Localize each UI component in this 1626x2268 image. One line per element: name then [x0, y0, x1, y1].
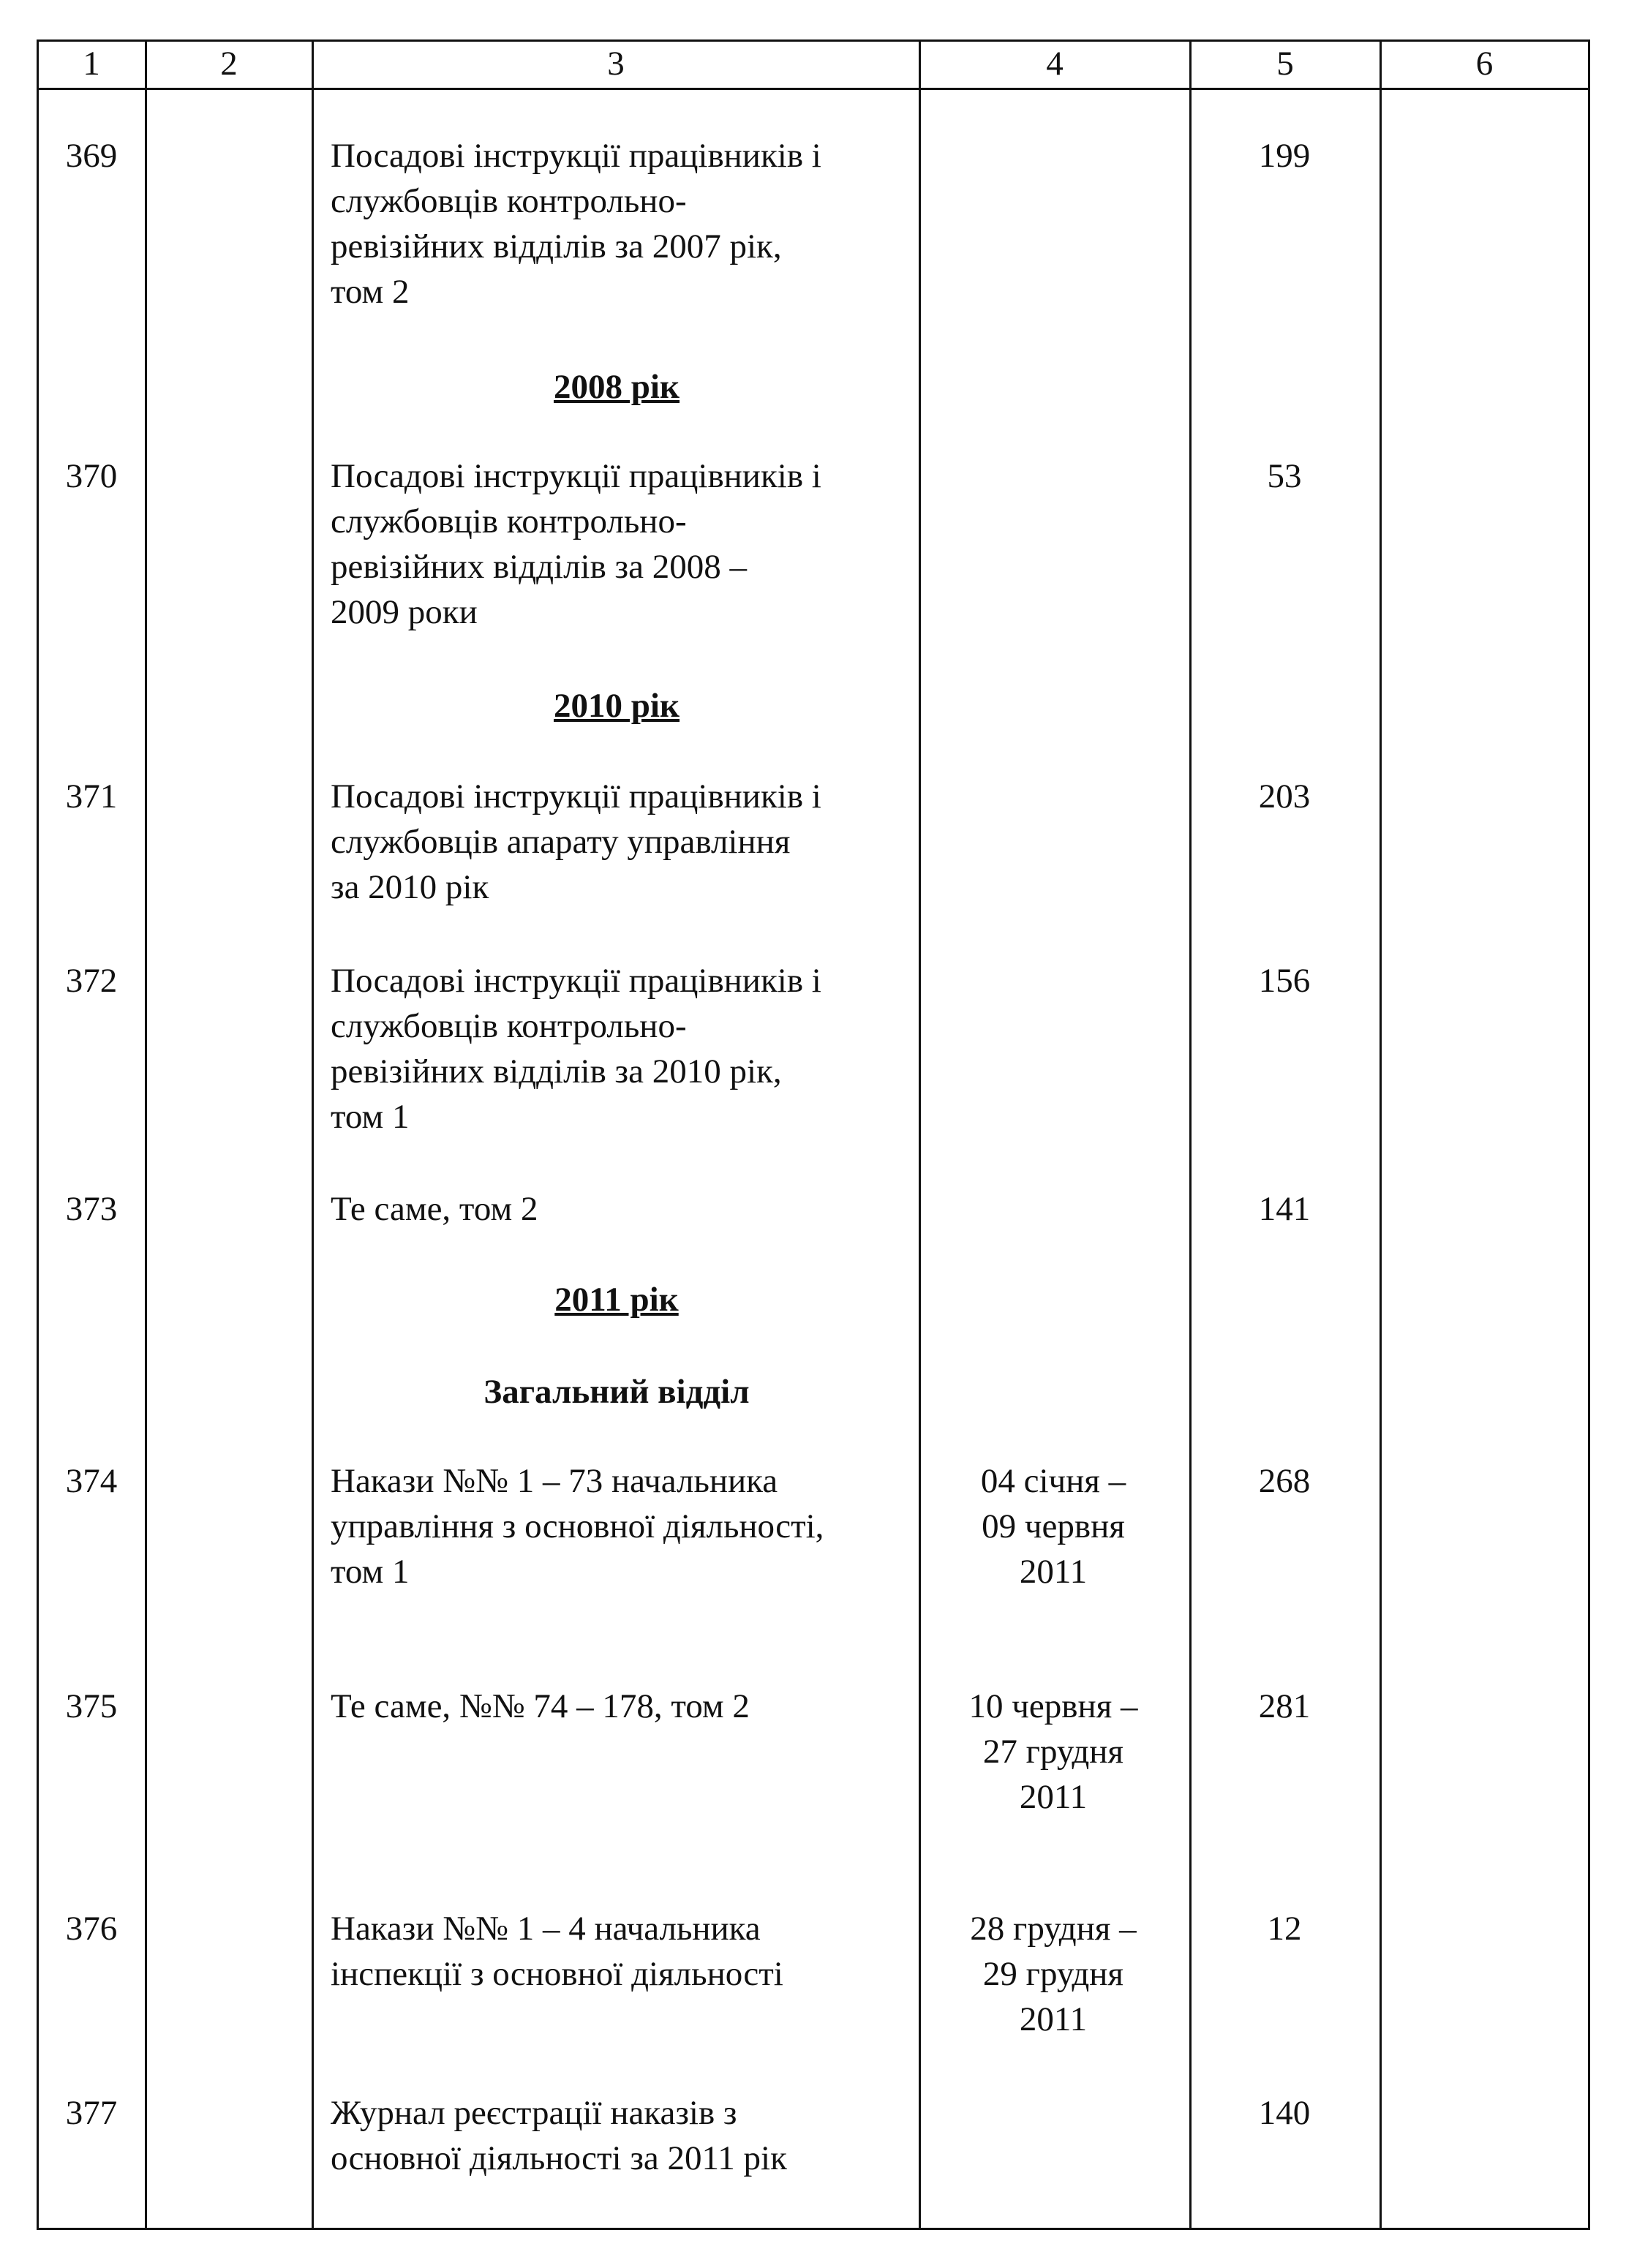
title-line: том 1	[331, 1098, 410, 1136]
row-374-pages: 268	[1258, 1462, 1311, 1500]
column-header-1: 1	[83, 45, 100, 83]
title-line: том 1	[331, 1553, 410, 1591]
title-line: за 2010 рік	[331, 868, 489, 906]
title-line: службовців контрольно-	[331, 182, 687, 220]
title-line: ревізійних відділів за 2008 –	[331, 548, 747, 586]
row-369-pages: 199	[1258, 137, 1311, 175]
row-374-number: 374	[65, 1462, 118, 1500]
row-376-pages: 12	[1267, 1910, 1302, 1948]
row-376-title	[331, 1906, 916, 1997]
table-bottom-border	[37, 2228, 1590, 2230]
date-line: 2011	[1019, 1778, 1088, 1816]
date-line: 2011	[1019, 2000, 1088, 2038]
title-line: службовців апарату управління	[331, 823, 791, 861]
column-header-5: 5	[1276, 45, 1294, 83]
date-line: 04 січня –	[980, 1462, 1126, 1500]
column-border-right	[1588, 39, 1590, 2230]
title-line: службовців контрольно-	[331, 1007, 687, 1045]
title-line: Посадові інструкції працівників і	[331, 962, 821, 1000]
column-header-6: 6	[1475, 45, 1494, 83]
row-372-title	[331, 958, 916, 1139]
row-372-pages: 156	[1258, 962, 1311, 1000]
column-header-3: 3	[607, 45, 625, 83]
title-line: Те саме, том 2	[331, 1190, 538, 1228]
column-border-5-6	[1380, 39, 1382, 2230]
section-heading-2008: 2008 рік	[553, 368, 680, 406]
row-373-number: 373	[65, 1190, 118, 1228]
row-375-title	[331, 1684, 916, 1729]
section-heading-2010: 2010 рік	[553, 687, 680, 725]
title-line: Посадові інструкції працівників і	[331, 137, 821, 175]
title-line: Накази №№ 1 – 4 начальника	[331, 1910, 761, 1948]
header-bottom-border	[37, 88, 1590, 90]
date-line: 29 грудня	[982, 1955, 1124, 1993]
date-line: 2011	[1019, 1553, 1088, 1591]
row-374-dates	[920, 1458, 1186, 1594]
row-376-dates	[920, 1906, 1186, 2042]
column-border-1-2	[145, 39, 147, 2230]
row-369-number: 369	[65, 137, 118, 175]
row-370-number: 370	[65, 457, 118, 495]
title-line: Те саме, №№ 74 – 178, том 2	[331, 1687, 750, 1725]
title-line: інспекції з основної діяльності	[331, 1955, 783, 1993]
row-377-title	[331, 2090, 916, 2181]
row-375-pages: 281	[1258, 1687, 1311, 1725]
row-375-dates	[920, 1684, 1186, 1820]
row-369-title	[331, 133, 916, 314]
subsection-heading-general-dept: Загальний відділ	[483, 1373, 750, 1411]
title-line: Накази №№ 1 – 73 начальника	[331, 1462, 778, 1500]
date-line: 28 грудня –	[970, 1910, 1137, 1948]
row-373-pages: 141	[1258, 1190, 1311, 1228]
row-376-number: 376	[65, 1910, 118, 1948]
date-line: 10 червня –	[968, 1687, 1138, 1725]
column-header-4: 4	[1046, 45, 1064, 83]
title-line: службовців контрольно-	[331, 502, 687, 540]
row-377-number: 377	[65, 2094, 118, 2132]
title-line: 2009 роки	[331, 593, 478, 631]
column-header-2: 2	[220, 45, 238, 83]
date-line: 09 червня	[982, 1507, 1125, 1545]
title-line: управління з основної діяльності,	[331, 1507, 824, 1545]
title-line: ревізійних відділів за 2007 рік,	[331, 227, 782, 265]
column-border-4-5	[1189, 39, 1192, 2230]
row-371-title	[331, 774, 916, 910]
date-line: 27 грудня	[982, 1733, 1124, 1771]
title-line: основної діяльності за 2011 рік	[331, 2139, 787, 2177]
row-373-title	[331, 1186, 916, 1232]
title-line: ревізійних відділів за 2010 рік,	[331, 1052, 782, 1090]
column-border-left	[37, 39, 39, 2230]
title-line: Посадові інструкції працівників і	[331, 457, 821, 495]
row-370-pages: 53	[1267, 457, 1302, 495]
title-line: Посадові інструкції працівників і	[331, 777, 821, 815]
title-line: Журнал реєстрації наказів з	[331, 2094, 737, 2132]
row-372-number: 372	[65, 962, 118, 1000]
title-line: том 2	[331, 273, 410, 311]
row-375-number: 375	[65, 1687, 118, 1725]
row-377-pages: 140	[1258, 2094, 1311, 2132]
section-heading-2011: 2011 рік	[554, 1281, 679, 1319]
row-374-title	[331, 1458, 916, 1594]
row-370-title	[331, 453, 916, 635]
row-371-pages: 203	[1258, 777, 1311, 815]
row-371-number: 371	[65, 777, 118, 815]
